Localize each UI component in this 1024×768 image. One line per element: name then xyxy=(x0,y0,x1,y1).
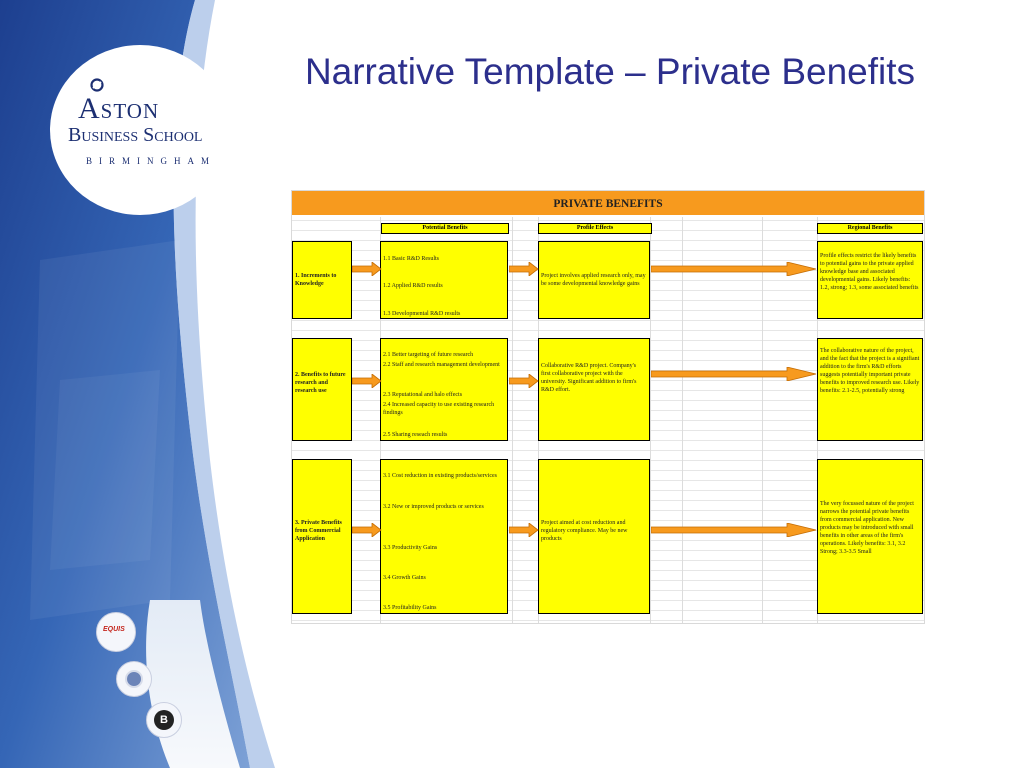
benefit-item: 3.1 Cost reduction in existing products/services xyxy=(383,473,497,479)
regional-text: Profile effects restrict the likely benefits to potential gains to the private applied knowledge base and associated developmental gains. Likely benefits: 1.2, strong; 1.3, some associated benefits xyxy=(820,253,919,291)
column-header-regional: Regional Benefits xyxy=(817,223,923,234)
benefit-item: 3.2 New or improved products or services xyxy=(383,504,484,510)
short-arrow-icon xyxy=(352,262,382,276)
short-arrow-icon xyxy=(352,374,382,388)
regional-text: The very focussed nature of the project narrows the potential private benefits from commercial application. New products may be introduced with small benefits in other areas of the firm's operations. Likely benefits: 3.1, 3.2 Strong; 3.3-3.5 Small xyxy=(820,501,914,555)
regional-benefits-box xyxy=(817,241,923,319)
regional-text: The collaborative nature of the project, and the fact that the project is a signifiant addition to the firm's R&D efforts suggests potentially important private benefits to improved research use. Likely benefits: 2.1-2.5, potentially strong xyxy=(820,348,920,394)
logo-city: BIRMINGHAM xyxy=(86,156,217,166)
logo-name-line2: Business School xyxy=(68,124,203,146)
row-label: 3. Private Benefits from Commercial Application xyxy=(295,520,342,542)
equis-label: EQUIS xyxy=(103,626,125,633)
benefit-item: 3.5 Profitability Gains xyxy=(383,605,437,611)
benefit-item: 1.3 Developmental R&D results xyxy=(383,311,461,317)
column-header-profile: Profile Effects xyxy=(538,223,652,234)
long-arrow-icon xyxy=(651,367,817,381)
equis-badge-icon xyxy=(96,612,136,652)
row-label-box xyxy=(292,459,352,614)
grid-line xyxy=(512,217,513,623)
profile-text: Project involves applied research only, may be some developmental knowledge gains xyxy=(541,273,646,287)
grid-line xyxy=(762,217,763,623)
row-label: 1. Increments to Knowledge xyxy=(295,273,337,287)
table-header: PRIVATE BENEFITS xyxy=(292,191,924,215)
b-badge-letter: B xyxy=(154,710,174,730)
benefit-item: 1.1 Basic R&D Results xyxy=(383,256,440,262)
row-label-box xyxy=(292,338,352,441)
column-header-potential: Potential Benefits xyxy=(381,223,509,234)
short-arrow-icon xyxy=(352,523,382,537)
grid-line xyxy=(650,217,651,623)
benefit-item: 2.1 Better targeting of future research xyxy=(383,352,474,358)
short-arrow-icon xyxy=(509,523,539,537)
private-benefits-table xyxy=(291,190,925,624)
slide-title: Narrative Template – Private Benefits xyxy=(304,51,916,92)
potential-benefits-box xyxy=(380,241,508,319)
aston-emblem-icon xyxy=(90,78,104,92)
profile-text: Project aimed at cost reduction and regulatory compliance. May be new products xyxy=(541,520,628,542)
benefit-item: 1.2 Applied R&D results xyxy=(383,283,443,289)
regional-benefits-box xyxy=(817,459,923,614)
row-label-box xyxy=(292,241,352,319)
amba-badge-icon xyxy=(116,661,152,697)
amba-badge-inner xyxy=(125,670,143,688)
potential-benefits-box xyxy=(380,338,508,441)
row-label: 2. Benefits to future research and research use xyxy=(295,372,346,394)
b-badge-icon xyxy=(146,702,182,738)
short-arrow-icon xyxy=(509,374,539,388)
long-arrow-icon xyxy=(651,262,817,276)
benefit-item: 2.2 Staff and research management development xyxy=(383,362,500,368)
grid-line xyxy=(682,217,683,623)
logo-name-line1: Aston xyxy=(78,92,160,125)
long-arrow-icon xyxy=(651,523,817,537)
benefit-item: 2.5 Sharing reseach results xyxy=(383,432,448,438)
potential-benefits-box xyxy=(380,459,508,614)
benefit-item: 2.4 Increased capacity to use existing research findings xyxy=(383,402,495,416)
benefit-item: 3.4 Growth Gains xyxy=(383,575,426,581)
benefit-item: 3.3 Productivity Gains xyxy=(383,545,438,551)
profile-text: Collaborative R&D project. Company's first collaborative project with the university. Significant addition to firm's R&D effort. xyxy=(541,363,637,393)
benefit-item: 2.3 Reputational and halo effects xyxy=(383,392,463,398)
profile-effects-box xyxy=(538,338,650,441)
short-arrow-icon xyxy=(509,262,539,276)
profile-effects-box xyxy=(538,459,650,614)
profile-effects-box xyxy=(538,241,650,319)
regional-benefits-box xyxy=(817,338,923,441)
